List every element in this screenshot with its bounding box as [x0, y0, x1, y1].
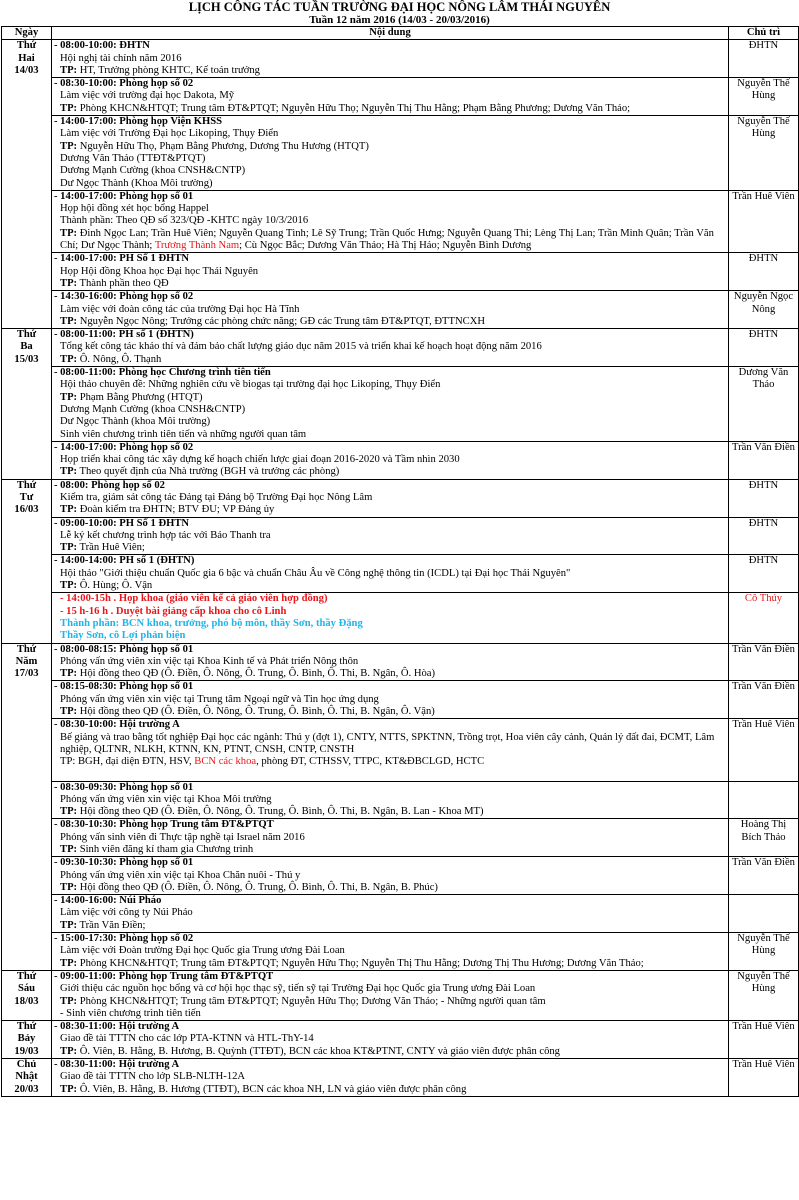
- column-header-content: Nội dung: [52, 27, 729, 40]
- event-detail-line: [54, 203, 726, 215]
- day-cell: [2, 970, 52, 1020]
- event-detail-line: [54, 165, 726, 177]
- event-text: Giới thiệu các nguồn học bổng và cơ hội học thạc sỹ, tiến sỹ tại Trường Đại học Quốc gia Trung ương Đài Loan: [60, 983, 536, 995]
- event-detail-line: [54, 996, 726, 1008]
- chair-cell: Trần Văn Điền: [729, 857, 799, 895]
- event-text: Dương Mạnh Cường (khoa CNSH&CNTP): [60, 165, 246, 177]
- event-text: Hội nghị tài chính năm 2016: [60, 52, 182, 64]
- event-text: Dương Văn Thảo (TTĐT&PTQT): [60, 152, 206, 164]
- event-text: Dư Ngọc Thành (Khoa Môi trường): [60, 177, 213, 189]
- event-text: Làm việc với công ty Núi Pháo: [60, 907, 193, 919]
- event-text: Sinh viên chương trình tiên tiến và những người quan tâm: [60, 428, 307, 440]
- day-label-line: 15/03: [14, 353, 39, 365]
- event-time-location: - 08:30-11:00: Hội trường A: [54, 1021, 180, 1033]
- event-text: Hội đồng theo QĐ (Ô. Điền, Ô. Nông, Ô. Trung, Ô. Bình, Ô. Thi, B. Ngân, B. Lan - Khoa MT): [77, 806, 484, 818]
- event-content-cell: [52, 517, 729, 555]
- event-text: TP:: [60, 844, 78, 855]
- event-text: Lễ ký kết chương trình hợp tác với Báo Thanh tra: [60, 529, 271, 541]
- chair-cell: Trần Huê Viên: [729, 190, 799, 252]
- event-content-cell: [52, 116, 729, 191]
- chair-cell: Nguyễn Thế Hùng: [729, 970, 799, 1020]
- day-label-line: Thứ: [16, 329, 37, 341]
- event-detail-line: [54, 630, 726, 642]
- day-label-line: Thứ: [16, 643, 37, 655]
- event-content-cell: [52, 1059, 729, 1097]
- event-content-cell: [52, 40, 729, 78]
- event-text: TP:: [60, 1083, 78, 1095]
- event-text: Dương Mạnh Cường (khoa CNSH&CNTP): [60, 403, 246, 415]
- day-cell: [2, 40, 52, 329]
- event-time-location: - 15:00-17:30: Phòng họp số 02: [54, 933, 194, 945]
- table-row: [2, 681, 799, 719]
- event-text: TP:: [60, 391, 78, 403]
- event-text: Phòng KHCN&HTQT; Trung tâm ĐT&PTQT; Nguyễn Hữu Thọ; Nguyễn Thị Thu Hằng; Phạm Bằng Phương; Dương Văn Thảo;: [77, 102, 631, 114]
- day-label-line: Ba: [20, 341, 33, 353]
- chair-cell: ĐHTN: [729, 329, 799, 367]
- event-detail-line: [54, 907, 726, 919]
- day-label-line: Sáu: [17, 983, 36, 995]
- event-detail-line: [54, 958, 726, 970]
- event-detail-line: [54, 278, 726, 290]
- event-time-location: - 14:00-16:00: Núi Pháo: [54, 895, 162, 907]
- day-label-line: Thứ: [16, 970, 37, 982]
- event-text: Nguyễn Ngọc Nông; Trưởng các phòng chức năng; GĐ các Trung tâm ĐT&PTQT, ĐTTNCXH: [77, 315, 486, 327]
- event-text: TP:: [60, 881, 78, 893]
- highlighted-text: Trương Thành Nam: [154, 240, 240, 252]
- event-time-location: - 08:00: Phòng họp số 02: [54, 479, 165, 491]
- chair-cell: ĐHTN: [729, 40, 799, 78]
- event-detail-line: [54, 379, 726, 391]
- day-label-line: 14/03: [14, 64, 39, 76]
- event-detail-line: [54, 542, 726, 554]
- event-text: Ô. Viên, B. Hằng, B. Hương (TTĐT), BCN các khoa NH, LN và giáo viên được phân công: [77, 1083, 467, 1095]
- event-content-cell: [52, 681, 729, 719]
- chair-cell: Trần Văn Điền: [729, 681, 799, 719]
- table-row: [2, 441, 799, 479]
- event-detail-line: [54, 618, 726, 630]
- event-content-cell: [52, 78, 729, 116]
- chair-cell: Nguyễn Thế Hùng: [729, 78, 799, 116]
- event-detail-line: [54, 694, 726, 706]
- event-detail-line: [54, 806, 726, 818]
- schedule-body: [2, 40, 799, 1097]
- event-content-cell: [52, 643, 729, 681]
- day-cell: [2, 1059, 52, 1097]
- event-text: TP:: [60, 315, 78, 327]
- chair-cell: Trần Huê Viên: [729, 719, 799, 781]
- highlighted-text: BCN các khoa: [194, 756, 257, 768]
- table-row: [2, 643, 799, 681]
- event-detail-line: [54, 756, 726, 768]
- event-content-cell: [52, 329, 729, 367]
- event-text: Ô. Hùng; Ô. Vận: [77, 580, 153, 592]
- event-content-cell: [52, 253, 729, 291]
- event-content-cell: [52, 970, 729, 1020]
- day-cell: [2, 479, 52, 643]
- event-text: TP:: [60, 1045, 78, 1057]
- highlighted-text: - 14:00-15h . Họp khoa (giáo viên kể cả giáo viên hợp đồng): [60, 593, 328, 605]
- event-text: TP:: [60, 995, 78, 1007]
- event-detail-line: [54, 65, 726, 77]
- highlighted-text: Thành phần: BCN khoa, trưởng, phó bộ môn, thầy Sơn, thầy Đặng: [60, 617, 363, 629]
- event-text: Hội thảo chuyên đề: Những nghiên cứu về biogas tại trường đại học Likoping, Thụy Điển: [60, 379, 441, 391]
- table-row: [2, 555, 799, 593]
- event-text: TP:: [60, 140, 78, 152]
- event-text: - Sinh viên chương trình tiên tiến: [60, 1007, 201, 1019]
- event-detail-line: [54, 316, 726, 328]
- day-label-line: 17/03: [14, 668, 39, 680]
- event-text: TP:: [60, 504, 78, 516]
- event-detail-line: [54, 454, 726, 466]
- event-detail-line: [54, 1046, 726, 1058]
- event-text: Làm việc với Đoàn trường Đại học Quốc gia Trung ương Đài Loan: [60, 945, 345, 957]
- event-text: TP:: [60, 806, 78, 818]
- table-header-row: [2, 27, 799, 40]
- event-text: TP:: [60, 353, 78, 365]
- table-row: [2, 970, 799, 1020]
- event-time-location: - 14:00-17:00: PH Số 1 ĐHTN: [54, 253, 190, 265]
- event-content-cell: [52, 857, 729, 895]
- event-detail-line: [54, 593, 726, 605]
- table-row: [2, 78, 799, 116]
- event-content-cell: [52, 555, 729, 593]
- event-content-cell: [52, 291, 729, 329]
- day-label-line: Tư: [19, 491, 34, 503]
- event-detail-line: [54, 466, 726, 478]
- event-detail-line: [54, 416, 726, 428]
- event-content-cell: [52, 441, 729, 479]
- event-content-cell: [52, 367, 729, 442]
- event-detail-line: [54, 983, 726, 995]
- day-label-line: Bảy: [17, 1033, 36, 1045]
- event-text: TP:: [60, 277, 78, 289]
- event-time-location: - 08:30-09:30: Phòng họp số 01: [54, 781, 194, 793]
- event-text: Đinh Ngọc Lan; Trần Huê Viên; Nguyễn Quang Tình; Lê Sỹ Trung; Trần Quốc Hưng; Nguyễn Quang Thi; Lèng Thị Lan; Trần Minh Quân; Trần Văn Chí; Dư Ngọc Thành;: [60, 227, 714, 252]
- day-label-line: Hai: [18, 52, 35, 64]
- column-header-chair: Chủ trì: [729, 27, 799, 40]
- event-time-location: - 08:00-11:00: PH số 1 (ĐHTN): [54, 329, 194, 341]
- event-detail-line: [54, 568, 726, 580]
- table-row: [2, 933, 799, 971]
- event-text: Phỏng vấn ứng viên xin việc tại Khoa Chăn nuôi - Thú y: [60, 869, 301, 881]
- chair-cell: Hoàng Thị Bích Thảo: [729, 819, 799, 857]
- event-text: Trần Văn Điền;: [77, 919, 146, 931]
- event-text: Phỏng vấn ứng viên xin việc tại Khoa Kinh tế và Phát triển Nông thôn: [60, 655, 359, 667]
- event-text: HT, Trưởng phòng KHTC, Kế toán trưởng: [77, 64, 260, 76]
- event-detail-line: [54, 404, 726, 416]
- event-time-location: - 14:00-17:00: Phòng họp số 01: [54, 190, 194, 202]
- table-row: [2, 40, 799, 78]
- column-header-day: Ngày: [2, 27, 52, 40]
- event-content-cell: [52, 593, 729, 643]
- event-detail-line: [54, 492, 726, 504]
- event-content-cell: [52, 933, 729, 971]
- event-text: Phòng KHCN&HTQT; Trung tâm ĐT&PTQT; Nguyễn Hữu Thọ; Nguyễn Thị Thu Hằng; Dương Thị Thu Hương; Dương Văn Thảo;: [77, 957, 644, 969]
- table-row: [2, 1021, 799, 1059]
- highlighted-text: Thầy Sơn, cô Lợi phản biện: [60, 630, 186, 642]
- event-text: Trần Huê Viên;: [77, 542, 145, 554]
- chair-cell: Trần Văn Điền: [729, 441, 799, 479]
- event-text: TP: BGH, đại diện ĐTN, HSV,: [60, 756, 195, 768]
- event-time-location: - 08:00-10:00: ĐHTN: [54, 40, 150, 52]
- event-text: Ô. Viên, B. Hằng, B. Hương, B. Quỳnh (TTĐT), BCN các khoa KT&PTNT, CNTY và giáo viên được phân công: [77, 1045, 560, 1057]
- highlighted-text: - 15 h-16 h . Duyệt bài giảng cấp khoa cho cô Linh: [60, 605, 287, 617]
- event-detail-line: [54, 215, 726, 227]
- event-text: Làm việc với Trường Đại học Likoping, Thụy Điển: [60, 128, 279, 140]
- event-content-cell: [52, 895, 729, 933]
- event-time-location: - 08:30-10:00: Hội trường A: [54, 719, 180, 731]
- chair-cell: ĐHTN: [729, 479, 799, 517]
- event-content-cell: [52, 479, 729, 517]
- day-label-line: Thứ: [16, 40, 37, 52]
- event-text: Đoàn kiểm tra ĐHTN; BTV ĐU; VP Đảng ủy: [77, 504, 275, 516]
- day-cell: [2, 1021, 52, 1059]
- event-content-cell: [52, 781, 729, 819]
- day-label-line: Thứ: [16, 479, 37, 491]
- event-time-location: - 08:15-08:30: Phòng họp số 01: [54, 681, 194, 693]
- event-detail-line: [54, 844, 726, 856]
- event-content-cell: [52, 719, 729, 781]
- event-text: TP:: [60, 668, 78, 680]
- event-text: TP:: [60, 102, 78, 114]
- event-time-location: - 09:00-10:00: PH Số 1 ĐHTN: [54, 517, 190, 529]
- schedule-table: [1, 26, 799, 1097]
- event-detail-line: [54, 103, 726, 115]
- event-text: Ô. Nông, Ô. Thạnh: [77, 353, 162, 365]
- event-time-location: - 08:00-08:15: Phòng họp số 01: [54, 643, 194, 655]
- event-text: Phỏng vấn sinh viên đi Thực tập nghề tại Israel năm 2016: [60, 831, 305, 843]
- event-text: TP:: [60, 957, 78, 969]
- event-text: Tổng kết công tác khảo thí và đảm bảo chất lượng giáo dục năm 2015 và triển khai kế hoạch hoạt động năm 2016: [60, 341, 542, 353]
- table-row: [2, 593, 799, 643]
- chair-cell: [729, 895, 799, 933]
- table-row: [2, 253, 799, 291]
- day-cell: [2, 643, 52, 970]
- event-detail-line: [54, 732, 726, 757]
- event-content-cell: [52, 1021, 729, 1059]
- event-detail-line: [54, 794, 726, 806]
- page-title: LỊCH CÔNG TÁC TUẦN TRƯỜNG ĐẠI HỌC NÔNG LÂM THÁI NGUYÊN: [188, 0, 611, 14]
- table-row: [2, 367, 799, 442]
- day-label-line: 18/03: [14, 995, 39, 1007]
- table-row: [2, 517, 799, 555]
- event-detail-line: [54, 128, 726, 140]
- event-detail-line: [54, 341, 726, 353]
- event-text: TP:: [60, 466, 78, 478]
- event-time-location: - 08:30-10:30: Phòng họp Trung tâm ĐT&PTQT: [54, 819, 274, 831]
- chair-cell: ĐHTN: [729, 555, 799, 593]
- table-row: [2, 719, 799, 781]
- event-detail-line: [54, 354, 726, 366]
- table-row: [2, 329, 799, 367]
- event-time-location: - 09:30-10:30: Phòng họp số 01: [54, 857, 194, 869]
- event-text: Phỏng vấn ứng viên xin việc tại Khoa Môi trường: [60, 793, 272, 805]
- event-detail-line: [54, 228, 726, 253]
- day-label-line: Chủ: [16, 1059, 37, 1071]
- event-text: Giao đề tài TTTN cho các lớp PTA-KTNN và HTL-ThY-14: [60, 1033, 314, 1045]
- event-detail-line: [54, 945, 726, 957]
- event-text: Phòng KHCN&HTQT; Trung tâm ĐT&PTQT; Nguyễn Hữu Thọ; Dương Văn Thảo; - Những người quan tâm: [77, 995, 546, 1007]
- event-text: Phỏng vấn ứng viên xin việc tại Trung tâm Ngoại ngữ và Tin học ứng dụng: [60, 693, 379, 705]
- event-text: Sinh viên đăng kí tham gia Chương trình: [77, 844, 254, 855]
- event-text: TP:: [60, 542, 78, 554]
- event-text: Họp hội đồng xét học bổng Happel: [60, 203, 209, 215]
- event-detail-line: [54, 504, 726, 516]
- table-row: [2, 895, 799, 933]
- day-label-line: Nhật: [15, 1071, 38, 1083]
- event-text: ; Cù Ngọc Bắc; Dương Văn Thảo; Hà Thị Hảo; Nguyễn Bình Dương: [239, 240, 532, 252]
- chair-cell: Nguyễn Thế Hùng: [729, 933, 799, 971]
- event-text: , phòng ĐT, CTHSSV, TTPC, KT&ĐBCLGD, HCTC: [256, 756, 485, 768]
- event-content-cell: [52, 819, 729, 857]
- event-text: TP:: [60, 580, 78, 592]
- event-time-location: - 14:00-17:00: Phòng họp Viện KHSS: [54, 116, 223, 128]
- event-detail-line: [54, 90, 726, 102]
- event-detail-line: [54, 656, 726, 668]
- chair-cell: Trần Văn Điền: [729, 643, 799, 681]
- chair-cell: ĐHTN: [729, 253, 799, 291]
- chair-cell: Dương Văn Thảo: [729, 367, 799, 442]
- event-detail-line: [54, 153, 726, 165]
- event-detail-line: [54, 266, 726, 278]
- table-row: [2, 781, 799, 819]
- page-subtitle: Tuần 12 năm 2016 (14/03 - 20/03/2016): [309, 14, 490, 26]
- chair-cell: Nguyễn Ngọc Nông: [729, 291, 799, 329]
- event-text: Hội đồng theo QĐ (Ô. Điền, Ô. Nông, Ô. Trung, Ô. Bình, Ô. Thi, B. Ngân, Ô. Vận): [77, 706, 435, 718]
- event-detail-line: [54, 882, 726, 894]
- chair-cell: ĐHTN: [729, 517, 799, 555]
- chair-cell: [729, 781, 799, 819]
- event-detail-line: [54, 53, 726, 65]
- event-time-location: - 08:00-11:00: Phòng học Chương trình tiên tiến: [54, 367, 271, 379]
- event-detail-line: [54, 706, 726, 718]
- event-text: Thành phần theo QĐ: [77, 277, 169, 289]
- event-detail-line: [54, 1071, 726, 1083]
- event-time-location: - 09:00-11:00: Phòng họp Trung tâm ĐT&PTQT: [54, 970, 274, 982]
- table-row: [2, 857, 799, 895]
- day-label-line: 16/03: [14, 504, 39, 516]
- event-text: Dư Ngọc Thành (khoa Môi trường): [60, 416, 211, 428]
- event-text: Làm việc với đoàn công tác của trường Đại học Hà Tĩnh: [60, 303, 300, 315]
- day-label-line: 20/03: [14, 1083, 39, 1095]
- spacer: [54, 769, 726, 781]
- event-time-location: - 08:30-11:00: Hội trường A: [54, 1059, 180, 1071]
- event-detail-line: [54, 1033, 726, 1045]
- event-text: Giao đề tài TTTN cho lớp SLB-NLTH-12A: [60, 1071, 246, 1083]
- event-detail-line: [54, 668, 726, 680]
- table-row: [2, 1059, 799, 1097]
- event-text: Nguyễn Hữu Thọ, Phạm Bằng Phương, Dương Thu Hương (HTQT): [77, 140, 369, 152]
- chair-cell: Trần Huê Viên: [729, 1059, 799, 1097]
- table-row: [2, 479, 799, 517]
- event-detail-line: [54, 530, 726, 542]
- chair-cell: Trần Huê Viên: [729, 1021, 799, 1059]
- event-detail-line: [54, 429, 726, 441]
- table-row: [2, 116, 799, 191]
- event-time-location: - 14:00-14:00: PH số 1 (ĐHTN): [54, 555, 195, 567]
- event-text: TP:: [60, 64, 78, 76]
- chair-cell: Cô Thúy: [729, 593, 799, 643]
- event-text: Hội đồng theo QĐ (Ô. Điền, Ô. Nông, Ô. Trung, Ô. Bình, Ô. Thi, B. Ngân, B. Phúc): [77, 881, 438, 893]
- day-label-line: 19/03: [14, 1045, 39, 1057]
- event-detail-line: [54, 606, 726, 618]
- event-detail-line: [54, 1008, 726, 1020]
- event-text: TP:: [60, 919, 78, 931]
- event-text: Hội đồng theo QĐ (Ô. Điền, Ô. Nông, Ô. Trung, Ô. Bình, Ô. Thi, B. Ngân, Ô. Hòa): [77, 668, 435, 680]
- event-text: TP:: [60, 227, 78, 239]
- event-text: Kiểm tra, giám sát công tác Đảng tại Đảng bộ Trường Đại học Nông Lâm: [60, 491, 373, 503]
- event-detail-line: [54, 392, 726, 404]
- event-detail-line: [54, 178, 726, 190]
- event-detail-line: [54, 580, 726, 592]
- table-row: [2, 190, 799, 252]
- table-row: [2, 291, 799, 329]
- event-time-location: - 14:30-16:00: Phòng họp số 02: [54, 291, 194, 303]
- event-detail-line: [54, 141, 726, 153]
- event-content-cell: [52, 190, 729, 252]
- table-row: [2, 819, 799, 857]
- event-text: Hội thảo "Giới thiệu chuẩn Quốc gia 6 bậc và chuẩn Châu Âu về Công nghệ thông tin (ICDL) tại Đại học Thái Nguyên": [60, 567, 571, 579]
- event-text: Làm việc với trường đại học Dakota, Mỹ: [60, 90, 235, 102]
- event-text: Họp Hội đồng Khoa học Đại học Thái Nguyên: [60, 265, 259, 277]
- event-detail-line: [54, 1084, 726, 1096]
- event-text: Bế giảng và trao bằng tốt nghiệp Đại học các ngành: Thú y (đợt 1), CNTY, NTTS, SPKTNN, Trồng trọt, Hoa viên cây cảnh, Quản lý đất đai, ĐCMT, Lâm nghiệp, QLTNR, NLKH, KTNN, KN, PTNT, CNSH, CNTP, CNSTH: [60, 731, 715, 755]
- event-detail-line: [54, 920, 726, 932]
- day-label-line: Thứ: [16, 1021, 37, 1033]
- day-label-line: Năm: [15, 655, 38, 667]
- event-detail-line: [54, 304, 726, 316]
- event-time-location: - 08:30-10:00: Phòng họp số 02: [54, 78, 194, 90]
- event-text: Họp triển khai công tác xây dựng kế hoạch chiến lược giai đoạn 2016-2020 và Tầm nhìn 2030: [60, 454, 460, 466]
- event-detail-line: [54, 832, 726, 844]
- chair-cell: Nguyễn Thế Hùng: [729, 116, 799, 191]
- event-detail-line: [54, 870, 726, 882]
- event-text: TP:: [60, 706, 78, 718]
- day-cell: [2, 329, 52, 480]
- event-time-location: - 14:00-17:00: Phòng họp số 02: [54, 441, 194, 453]
- event-text: Thành phần: Theo QĐ số 323/QĐ -KHTC ngày 10/3/2016: [60, 215, 309, 227]
- event-text: Theo quyết định của Nhà trường (BGH và trưởng các phòng): [77, 466, 340, 478]
- event-text: Phạm Bằng Phương (HTQT): [77, 391, 203, 403]
